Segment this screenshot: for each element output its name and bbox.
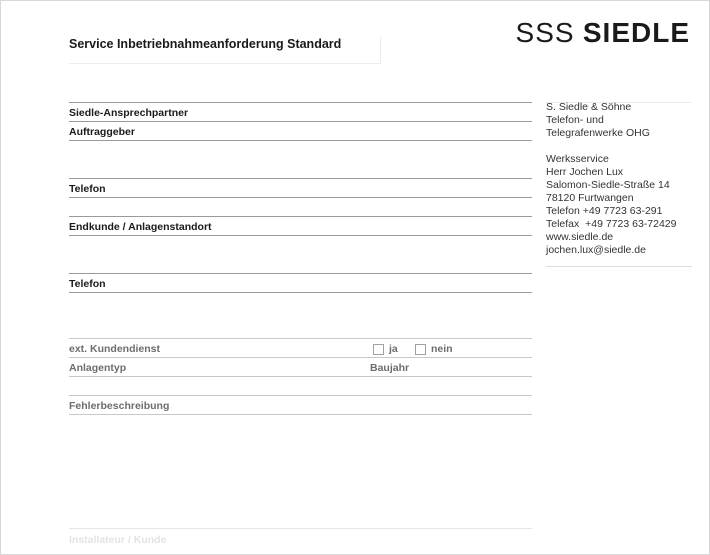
endkunde-label: Endkunde / Anlagenstandort <box>69 221 212 233</box>
endkunde-field-2[interactable] <box>69 273 532 274</box>
form-line <box>69 102 532 103</box>
phone: Telefon +49 7723 63-291 <box>546 205 663 217</box>
nein-checkbox[interactable] <box>415 344 426 355</box>
auftraggeber-field[interactable] <box>69 140 532 141</box>
fehler-label: Fehlerbeschreibung <box>69 400 170 412</box>
form-line <box>69 357 532 358</box>
form-line <box>69 338 532 339</box>
siedle-logo <box>516 19 690 47</box>
email-link[interactable]: jochen.lux@siedle.de <box>546 244 646 256</box>
fax: Telefax +49 7723 63-72429 <box>546 218 677 230</box>
kundendienst-label: ext. Kundendienst <box>69 343 161 355</box>
contact-person: Herr Jochen Lux <box>546 166 624 178</box>
company-line-2: Telefon- und <box>546 114 604 126</box>
installateur-label: Installateur / Kunde <box>69 534 167 546</box>
page-title: Service Inbetriebnahmeanforderung Standard <box>69 37 342 51</box>
baujahr-label: Baujahr <box>370 362 410 374</box>
website-link[interactable]: www.siedle.de <box>546 231 614 243</box>
address-divider-bottom <box>546 266 692 267</box>
telefon-label-2: Telefon <box>69 278 106 290</box>
form-line <box>69 216 532 217</box>
anlagentyp-label: Anlagentyp <box>69 362 127 374</box>
telefon-field-2[interactable] <box>69 292 532 293</box>
street: Salomon-Siedle-Straße 14 <box>546 179 670 191</box>
title-divider <box>69 63 381 64</box>
nein-label: nein <box>431 343 453 355</box>
company-line-3: Telegrafenwerke OHG <box>546 127 650 139</box>
title-divider-vertical <box>380 37 381 64</box>
logo-sss: SSS <box>515 17 575 48</box>
address-block <box>546 101 696 257</box>
form-line <box>69 528 532 529</box>
ansprechpartner-field[interactable] <box>69 121 532 122</box>
telefon-label-1: Telefon <box>69 183 106 195</box>
auftraggeber-label: Auftraggeber <box>69 126 135 138</box>
form-line <box>69 395 532 396</box>
endkunde-field[interactable] <box>69 235 532 236</box>
auftraggeber-field-2[interactable] <box>69 178 532 179</box>
company-line-1: S. Siedle & Söhne <box>546 101 632 113</box>
telefon-field-1[interactable] <box>69 197 532 198</box>
logo-siedle: SIEDLE <box>582 17 690 48</box>
fehler-field[interactable] <box>69 414 532 415</box>
ja-label: ja <box>389 343 398 355</box>
ja-option[interactable] <box>373 343 398 355</box>
ansprechpartner-label: Siedle-Ansprechpartner <box>69 107 189 119</box>
anlagentyp-field[interactable] <box>69 376 532 377</box>
nein-option[interactable] <box>415 343 453 355</box>
city: 78120 Furtwangen <box>546 192 634 204</box>
department: Werksservice <box>546 153 609 165</box>
ja-checkbox[interactable] <box>373 344 384 355</box>
